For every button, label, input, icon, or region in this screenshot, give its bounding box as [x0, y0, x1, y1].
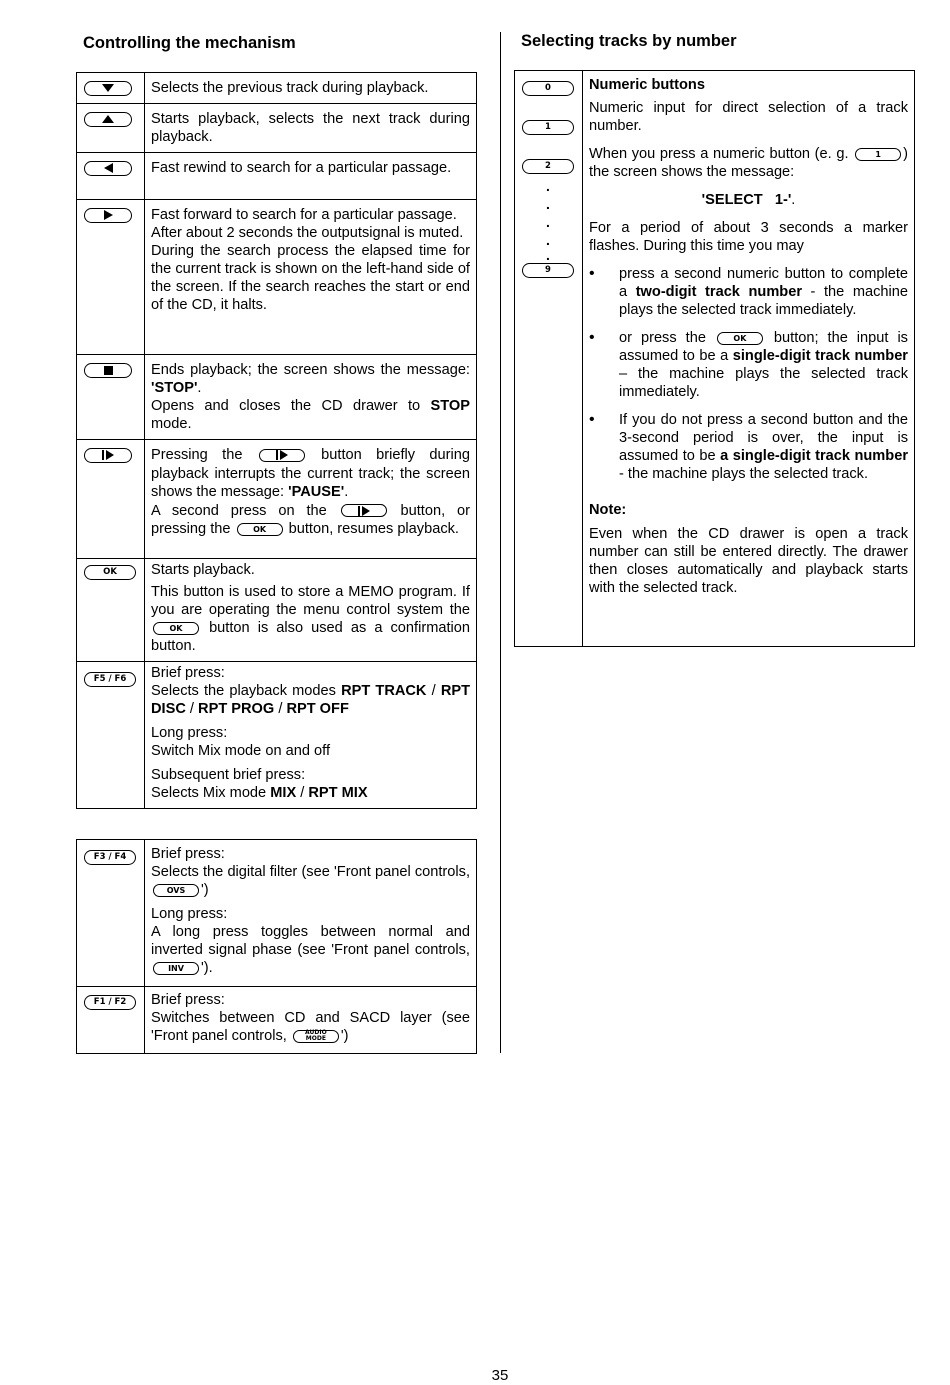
fast-forward-key [84, 208, 132, 223]
inv-icon: INV [153, 962, 199, 975]
marker-desc: For a period of about 3 seconds a marker flashes. During this time you may [589, 220, 908, 254]
long-press-label: Long press: [151, 725, 228, 741]
mix-mode-desc: Switch Mix mode on and off [151, 743, 331, 759]
ok-icon: OK [237, 523, 283, 536]
next-track-desc: Starts playback, selects the next track during playback. [151, 111, 470, 145]
options-list [589, 265, 908, 483]
stop-icon [104, 366, 113, 375]
playback-modes-desc: Selects the playback modes RPT TRACK / RPT DISC / RPT PROG / RPT OFF [151, 683, 470, 717]
num-9-key: 9 [522, 263, 574, 278]
play-pause-icon [102, 450, 114, 460]
note-text: Even when the CD drawer is open a track number can still be entered directly. The drawer then closes automatically and playback starts with the selected track. [589, 526, 908, 596]
right-arrow-icon [104, 210, 113, 220]
mix-select-desc: Selects Mix mode MIX / RPT MIX [151, 785, 368, 801]
pause-key [84, 448, 132, 463]
num-1-key: 1 [522, 120, 574, 135]
brief-press-label: Brief press: [151, 665, 225, 681]
up-arrow-icon [102, 115, 114, 123]
phase-desc: A long press toggles between normal and inverted signal phase (see 'Front panel controls, INV '). [151, 924, 470, 976]
play-pause-icon [259, 449, 305, 462]
filter-desc: Selects the digital filter (see 'Front panel controls, OVS ') [151, 864, 470, 898]
fast-forward-search-desc: During the search process the elapsed time for the current track is shown on the left-hand side of the screen. If the search reaches the start or end of the CD, it halts. [151, 243, 470, 313]
down-arrow-icon [102, 84, 114, 92]
brief-press-label: Brief press: [151, 992, 225, 1008]
left-arrow-icon [104, 163, 113, 173]
stop-desc: Ends playback; the screen shows the message: 'STOP'. [151, 362, 470, 396]
left-heading: Controlling the mechanism [83, 34, 296, 52]
filter-table [76, 839, 477, 1054]
ok-desc: Starts playback. [151, 562, 255, 578]
f3-f4-key: F3 / F4 [84, 850, 136, 865]
numeric-title: Numeric buttons [589, 77, 705, 93]
table-row [77, 987, 477, 1054]
fast-forward-desc: Fast forward to search for a particular passage. [151, 207, 457, 223]
next-track-key [84, 112, 132, 127]
pause-desc: Pressing the button briefly during playback interrupts the current track; the screen shows the message: 'PAUSE'. [151, 447, 470, 500]
mechanism-table [76, 72, 477, 809]
table-row [515, 71, 915, 647]
play-pause-icon [341, 504, 387, 517]
ok-icon: OK [717, 332, 763, 345]
resume-desc: A second press on the button, or pressing the OK button, resumes playback. [151, 502, 471, 537]
note-title: Note: [589, 502, 627, 518]
table-row [77, 104, 477, 153]
list-item: • If you do not press a second button and the 3-second period is over, the input is assumed to be a single-digit track number - the machine plays the selected track. [589, 411, 908, 483]
ovs-icon: OVS [153, 884, 199, 897]
f1-f2-key: F1 / F2 [84, 995, 136, 1010]
previous-track-desc: Selects the previous track during playback. [151, 80, 429, 96]
fast-forward-mute-desc: After about 2 seconds the outputsignal is muted. [151, 225, 464, 241]
stop-key [84, 363, 132, 378]
num-1-icon: 1 [855, 148, 901, 161]
ok-key: OK [84, 565, 136, 580]
list-item: • press a second numeric button to complete a two-digit track number - the machine plays the selected track immediately. [589, 265, 908, 319]
table-row [77, 153, 477, 200]
rewind-key [84, 161, 132, 176]
num-0-key: 0 [522, 81, 574, 96]
f5-f6-key: F5 / F6 [84, 672, 136, 687]
audio-mode-icon: AUDIO MODE [293, 1030, 339, 1043]
ellipsis-dots: . . . . . [546, 178, 550, 263]
table-row [77, 355, 477, 440]
numeric-press-desc: When you press a numeric button (e. g. 1 ) the screen shows the message: [589, 146, 908, 180]
long-press-label: Long press: [151, 906, 228, 922]
stop-drawer-desc: Opens and closes the CD drawer to STOP mode. [151, 398, 470, 432]
layer-desc: Switches between CD and SACD layer (see 'Front panel controls, AUDIO MODE ') [151, 1010, 470, 1044]
brief-press-label: Brief press: [151, 846, 225, 862]
column-divider [500, 32, 501, 1053]
select-message: 'SELECT 1-'. [701, 192, 796, 208]
table-row [77, 440, 477, 559]
subsequent-press-label: Subsequent brief press: [151, 767, 306, 783]
ok-memo-desc: This button is used to store a MEMO program. If you are operating the menu control system the OK button is also used as a confirmation button. [151, 584, 470, 654]
table-row [77, 662, 477, 809]
table-row [77, 200, 477, 355]
numeric-desc: Numeric input for direct selection of a track number. [589, 100, 908, 134]
rewind-desc: Fast rewind to search for a particular passage. [151, 160, 452, 176]
right-heading: Selecting tracks by number [521, 32, 737, 50]
table-row [77, 840, 477, 987]
numeric-table [514, 70, 915, 647]
num-2-key: 2 [522, 159, 574, 174]
previous-track-key [84, 81, 132, 96]
table-row [77, 559, 477, 662]
table-row [77, 73, 477, 104]
list-item: • or press the OK button; the input is assumed to be a single-digit track number – the machine plays the selected track immediately. [589, 329, 908, 401]
page-number: 35 [491, 1367, 509, 1384]
ok-icon: OK [153, 622, 199, 635]
